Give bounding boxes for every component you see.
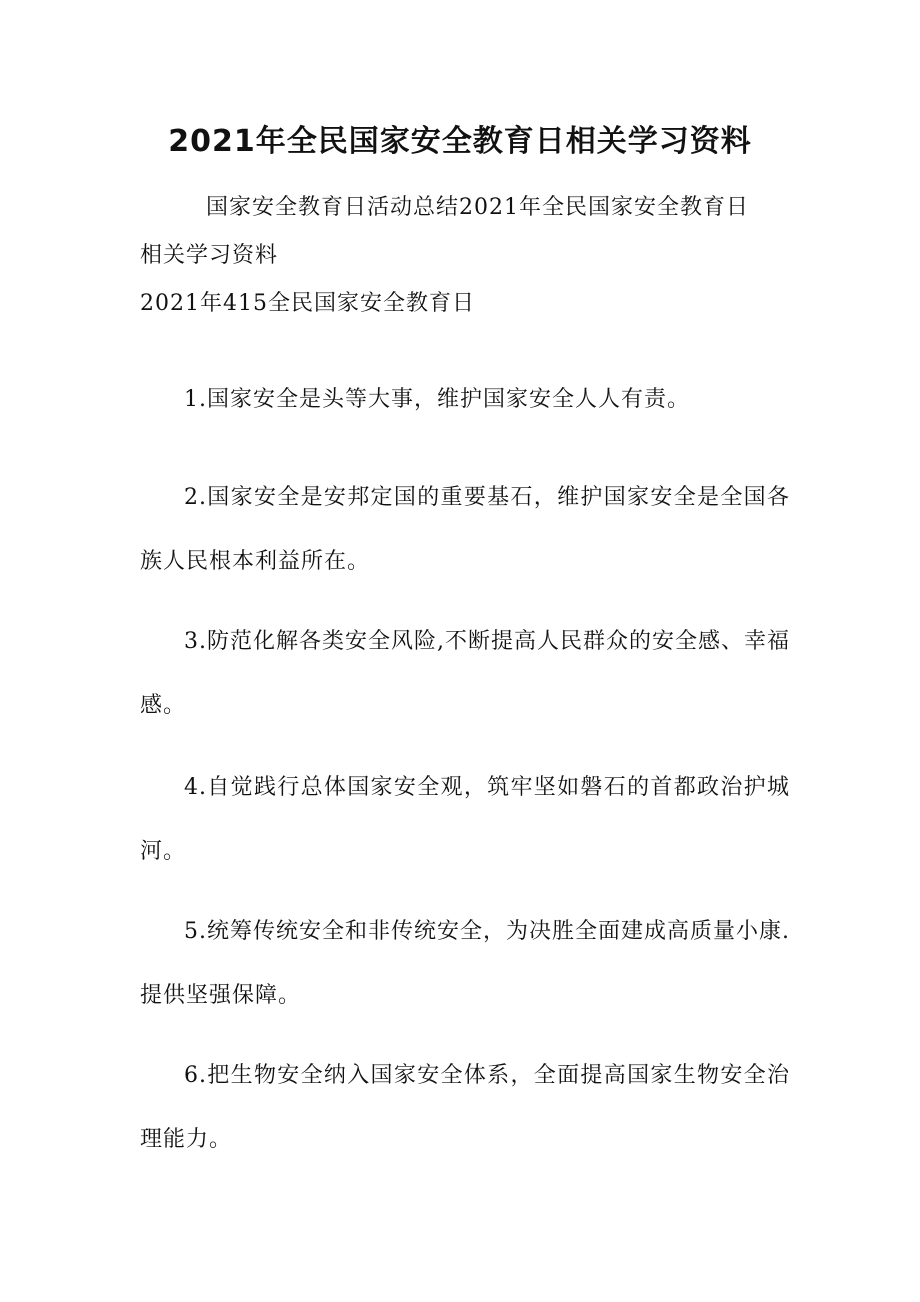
- list-item-2: 2.国家安全是安邦定国的重要基石，维护国家安全是全国各族人民根本利益所在。: [140, 485, 790, 574]
- intro-text-line-2: 相关学习资料: [140, 243, 279, 268]
- list-item-4: 4.自觉践行总体国家安全观，筑牢坚如磐石的首都政治护城河。: [140, 775, 790, 864]
- list-item-6: 6.把生物安全纳入国家安全体系，全面提高国家生物安全治理能力。: [140, 1063, 790, 1152]
- list-item-1: 1.国家安全是头等大事，维护国家安全人人有责。: [184, 387, 690, 412]
- list-item-5: 5.统筹传统安全和非传统安全，为决胜全面建成高质量小康.提供坚强保障。: [140, 919, 790, 1008]
- list-item-3: 3.防范化解各类安全风险,不断提高人民群众的安全感、幸福感。: [140, 629, 790, 718]
- intro-date-line: 2021年415全民国家安全教育日: [140, 291, 475, 316]
- intro-text-line-1: 国家安全教育日活动总结2021年全民国家安全教育日: [206, 195, 749, 220]
- document-title: 2021年全民国家安全教育日相关学习资料: [168, 124, 752, 159]
